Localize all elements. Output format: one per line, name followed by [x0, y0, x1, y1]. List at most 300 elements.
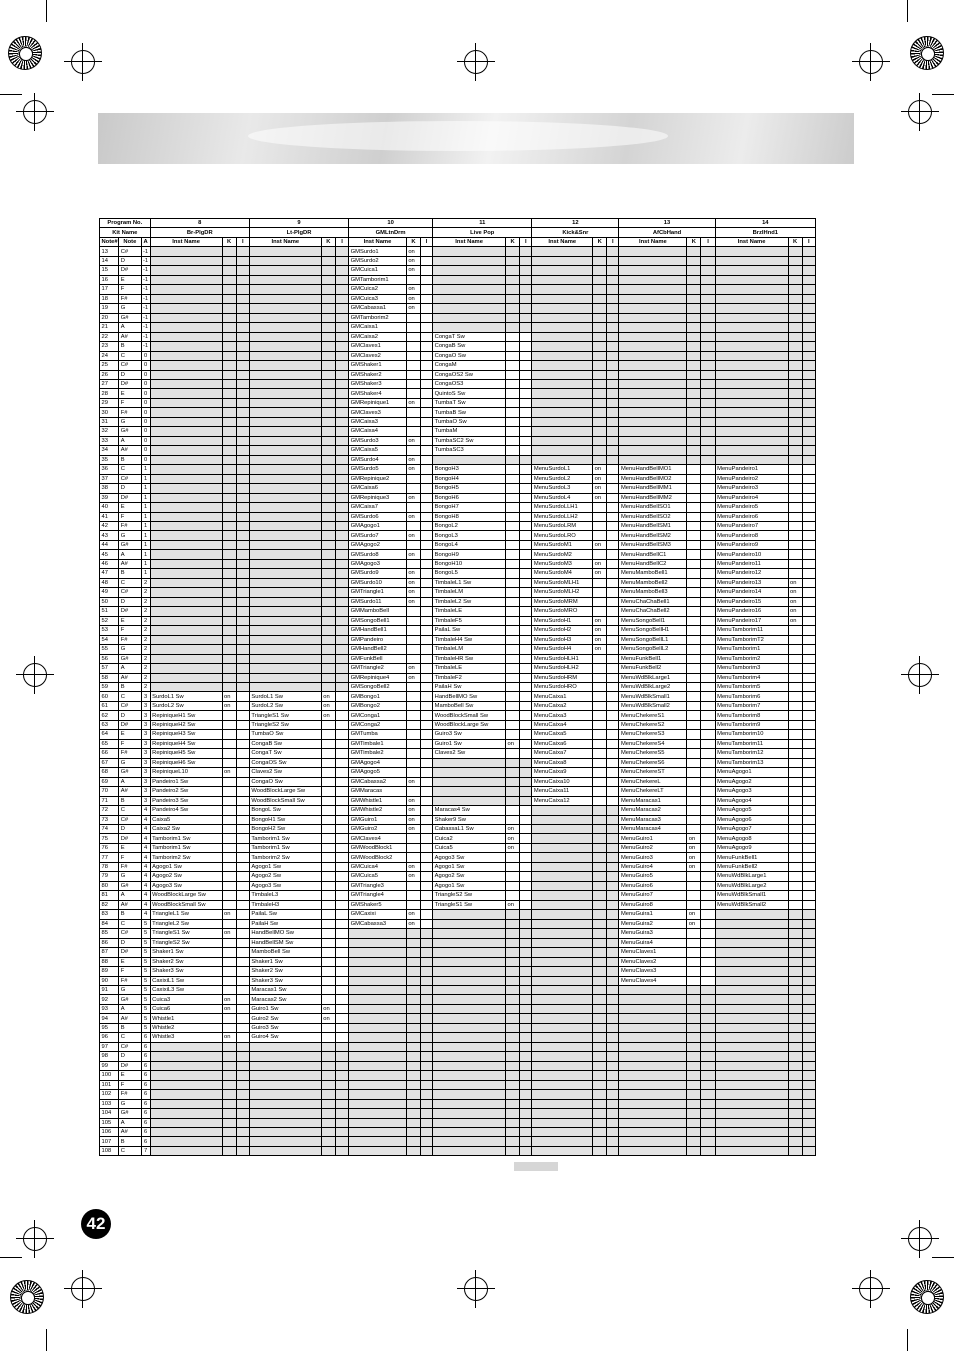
key-off-cell: on — [222, 1033, 236, 1042]
empty-i-cell — [236, 616, 249, 625]
note-name-cell: A — [119, 1118, 141, 1127]
empty-key-off-cell — [788, 1061, 802, 1070]
empty-key-off-cell — [222, 1061, 236, 1070]
empty-inst-cell — [433, 929, 506, 938]
empty-inst-cell — [715, 1061, 788, 1070]
empty-key-off-cell — [406, 1014, 420, 1023]
key-off-cell: on — [406, 796, 420, 805]
empty-key-off-cell — [321, 455, 335, 464]
empty-inst-cell — [433, 967, 506, 976]
empty-key-off-cell — [406, 1052, 420, 1061]
empty-i-cell — [701, 398, 715, 407]
inst-name-cell: GMTumba — [349, 730, 407, 739]
i-cell — [335, 720, 348, 729]
empty-inst-cell — [433, 976, 506, 985]
crop-line — [46, 1329, 47, 1351]
inst-name-cell: GMCuica5 — [349, 872, 407, 881]
empty-key-off-cell — [321, 1146, 335, 1155]
key-off-cell — [406, 730, 420, 739]
alternate-group-cell: 5 — [141, 957, 150, 966]
empty-i-cell — [607, 379, 619, 388]
inst-name-cell: GMClaves2 — [349, 351, 407, 360]
empty-i-cell — [701, 275, 715, 284]
note-number-cell: 56 — [100, 654, 119, 663]
empty-key-off-cell — [788, 1014, 802, 1023]
note-number-cell: 24 — [100, 351, 119, 360]
inst-name-cell: MenuPandeiro4 — [715, 493, 788, 502]
empty-inst-cell — [715, 332, 788, 341]
inst-name-cell: Whistle1 — [150, 1014, 222, 1023]
empty-inst-cell — [532, 976, 593, 985]
inst-name-cell: PailaL Sw — [249, 910, 321, 919]
alternate-group-cell: 4 — [141, 881, 150, 890]
empty-key-off-cell — [593, 948, 607, 957]
empty-key-off-cell — [506, 995, 520, 1004]
inst-name-cell: MamboBell Sw — [433, 701, 506, 710]
inst-name-cell: TimbaleH3 — [249, 900, 321, 909]
empty-key-off-cell — [788, 285, 802, 294]
empty-i-cell — [520, 285, 532, 294]
i-cell — [802, 872, 815, 881]
inst-name-cell: GMMaracas — [349, 787, 407, 796]
empty-inst-cell — [532, 304, 593, 313]
empty-inst-cell — [619, 370, 687, 379]
table-row — [100, 872, 816, 881]
i-cell — [236, 853, 249, 862]
note-name-cell: C — [119, 919, 141, 928]
empty-inst-cell — [433, 995, 506, 1004]
inst-name-cell: GMWhistle2 — [349, 806, 407, 815]
i-cell — [607, 654, 619, 663]
empty-inst-cell — [150, 465, 222, 474]
key-off-cell: on — [321, 701, 335, 710]
empty-i-cell — [607, 408, 619, 417]
i-cell — [335, 881, 348, 890]
i-cell — [701, 967, 715, 976]
note-name-cell: F — [119, 512, 141, 521]
i-cell — [236, 768, 249, 777]
empty-inst-cell — [715, 398, 788, 407]
i-cell — [520, 408, 532, 417]
empty-inst-cell — [532, 427, 593, 436]
note-name-cell: F — [119, 398, 141, 407]
empty-key-off-cell — [222, 474, 236, 483]
i-cell — [802, 891, 815, 900]
empty-inst-cell — [532, 891, 593, 900]
note-name-cell: G — [119, 417, 141, 426]
empty-key-off-cell — [687, 285, 701, 294]
empty-inst-cell — [619, 1004, 687, 1013]
key-off-cell — [506, 522, 520, 531]
key-off-cell — [788, 739, 802, 748]
empty-i-cell — [701, 1090, 715, 1099]
key-off-cell — [687, 474, 701, 483]
key-off-cell: on — [593, 616, 607, 625]
i-cell — [421, 682, 433, 691]
i-cell — [520, 843, 532, 852]
empty-inst-cell — [715, 370, 788, 379]
i-cell — [607, 607, 619, 616]
empty-i-cell — [335, 531, 348, 540]
inst-name-cell: Shaker1 Sw — [249, 957, 321, 966]
i-cell — [607, 673, 619, 682]
empty-inst-cell — [150, 1061, 222, 1070]
i-cell — [607, 597, 619, 606]
empty-i-cell — [236, 436, 249, 445]
key-off-cell — [788, 474, 802, 483]
empty-key-off-cell — [222, 256, 236, 265]
empty-i-cell — [520, 1080, 532, 1089]
i-cell — [701, 730, 715, 739]
i-cell — [520, 815, 532, 824]
i-cell — [520, 682, 532, 691]
alternate-group-cell: 2 — [141, 645, 150, 654]
crop-line — [46, 0, 47, 22]
inst-name-cell: GMAgogo2 — [349, 540, 407, 549]
note-name-cell: D# — [119, 834, 141, 843]
i-cell — [520, 891, 532, 900]
key-off-cell — [788, 503, 802, 512]
table-row — [100, 1052, 816, 1061]
i-cell — [520, 872, 532, 881]
empty-inst-cell — [619, 332, 687, 341]
empty-inst-cell — [619, 408, 687, 417]
i-cell — [607, 465, 619, 474]
key-off-cell: on — [687, 910, 701, 919]
key-off-cell: on — [406, 664, 420, 673]
table-row — [100, 701, 816, 710]
table-row — [100, 522, 816, 531]
note-number-cell: 35 — [100, 455, 119, 464]
key-off-cell — [406, 682, 420, 691]
empty-inst-cell — [532, 1061, 593, 1070]
empty-key-off-cell — [222, 550, 236, 559]
empty-i-cell — [236, 1080, 249, 1089]
key-off-cell — [506, 720, 520, 729]
i-cell — [335, 834, 348, 843]
empty-key-off-cell — [506, 285, 520, 294]
empty-inst-cell — [433, 266, 506, 275]
key-off-cell: on — [406, 256, 420, 265]
inst-name-cell: MenuHandBellC1 — [619, 550, 687, 559]
i-cell — [802, 692, 815, 701]
alternate-group-cell: 0 — [141, 436, 150, 445]
inst-name-cell: MenuSurdoM1 — [532, 540, 593, 549]
note-number-cell: 79 — [100, 872, 119, 881]
empty-i-cell — [335, 294, 348, 303]
empty-i-cell — [802, 398, 815, 407]
key-off-cell — [687, 900, 701, 909]
empty-i-cell — [236, 247, 249, 256]
empty-i-cell — [607, 1061, 619, 1070]
inst-name-cell: MenuAgogo5 — [715, 806, 788, 815]
empty-key-off-cell — [321, 1118, 335, 1127]
key-off-cell: on — [788, 607, 802, 616]
empty-key-off-cell — [788, 351, 802, 360]
inst-name-cell: GMSongoBell1 — [349, 616, 407, 625]
empty-inst-cell — [532, 332, 593, 341]
kit-program-number: 11 — [433, 219, 532, 228]
i-cell — [335, 995, 348, 1004]
empty-key-off-cell — [406, 1146, 420, 1155]
key-off-cell — [506, 427, 520, 436]
key-off-cell — [687, 569, 701, 578]
table-row — [100, 531, 816, 540]
key-off-cell: on — [788, 578, 802, 587]
empty-i-cell — [421, 1128, 433, 1137]
i-cell — [520, 588, 532, 597]
note-name-cell: F — [119, 967, 141, 976]
key-off-cell: on — [406, 597, 420, 606]
i-cell — [335, 891, 348, 900]
key-off-cell — [406, 758, 420, 767]
table-row — [100, 446, 816, 455]
empty-inst-cell — [433, 294, 506, 303]
key-off-cell — [506, 673, 520, 682]
i-cell — [802, 664, 815, 673]
note-number-cell: 44 — [100, 540, 119, 549]
empty-inst-cell — [150, 1071, 222, 1080]
crop-mark-10 — [71, 1277, 95, 1301]
empty-key-off-cell — [788, 1042, 802, 1051]
empty-key-off-cell — [406, 1042, 420, 1051]
i-cell — [607, 711, 619, 720]
note-number-cell: 53 — [100, 626, 119, 635]
i-cell — [520, 446, 532, 455]
empty-i-cell — [701, 985, 715, 994]
empty-i-cell — [607, 294, 619, 303]
empty-key-off-cell — [593, 881, 607, 890]
empty-i-cell — [520, 1146, 532, 1155]
empty-key-off-cell — [788, 342, 802, 351]
empty-i-cell — [607, 436, 619, 445]
inst-name-cell: MenuSurdoL2 — [532, 474, 593, 483]
empty-inst-cell — [150, 540, 222, 549]
key-off-cell — [506, 370, 520, 379]
inst-name-cell: GMTamborim2 — [349, 313, 407, 322]
table-row — [100, 389, 816, 398]
empty-i-cell — [607, 398, 619, 407]
empty-key-off-cell — [506, 758, 520, 767]
i-cell — [607, 626, 619, 635]
i-cell — [520, 711, 532, 720]
empty-key-off-cell — [321, 1071, 335, 1080]
inst-name-cell: TriangleS2 Sw — [249, 720, 321, 729]
empty-key-off-cell — [406, 1004, 420, 1013]
key-off-cell — [321, 749, 335, 758]
key-off-cell — [406, 342, 420, 351]
empty-key-off-cell — [222, 408, 236, 417]
table-row — [100, 550, 816, 559]
i-cell — [236, 730, 249, 739]
key-off-cell — [222, 957, 236, 966]
empty-key-off-cell — [222, 493, 236, 502]
inst-name-cell: MenuHandBellSM1 — [619, 522, 687, 531]
inst-name-cell: GMCabassa2 — [349, 777, 407, 786]
key-off-cell — [321, 910, 335, 919]
empty-i-cell — [236, 332, 249, 341]
table-row — [100, 559, 816, 568]
empty-inst-cell — [249, 1061, 321, 1070]
empty-key-off-cell — [593, 834, 607, 843]
empty-i-cell — [335, 522, 348, 531]
crop-mark-8 — [23, 1227, 47, 1251]
alternate-group-cell: 1 — [141, 484, 150, 493]
empty-key-off-cell — [321, 474, 335, 483]
i-cell — [236, 843, 249, 852]
i-cell — [421, 351, 433, 360]
empty-inst-cell — [249, 398, 321, 407]
note-number-cell: 29 — [100, 398, 119, 407]
key-off-cell — [506, 664, 520, 673]
key-off-cell — [593, 758, 607, 767]
inst-name-cell: SurdoL2 Sw — [150, 701, 222, 710]
empty-key-off-cell — [788, 1118, 802, 1127]
table-row — [100, 607, 816, 616]
empty-key-off-cell — [406, 1118, 420, 1127]
key-off-cell — [593, 777, 607, 786]
note-number-cell: 100 — [100, 1071, 119, 1080]
note-name-cell: C — [119, 351, 141, 360]
empty-i-cell — [802, 1128, 815, 1137]
key-off-cell — [321, 929, 335, 938]
alternate-group-cell: 4 — [141, 815, 150, 824]
note-number-cell: 14 — [100, 256, 119, 265]
i-cell — [421, 900, 433, 909]
empty-key-off-cell — [222, 578, 236, 587]
i-cell — [701, 673, 715, 682]
table-row — [100, 1137, 816, 1146]
kit-program-number: 10 — [349, 219, 433, 228]
table-row — [100, 455, 816, 464]
empty-i-cell — [802, 275, 815, 284]
empty-inst-cell — [433, 1023, 506, 1032]
key-off-cell: on — [593, 493, 607, 502]
note-name-cell: D — [119, 597, 141, 606]
note-name-cell: D — [119, 711, 141, 720]
inst-name-cell: MenuPandeiro7 — [715, 522, 788, 531]
empty-inst-cell — [619, 285, 687, 294]
empty-key-off-cell — [406, 948, 420, 957]
i-cell — [236, 862, 249, 871]
empty-key-off-cell — [687, 1042, 701, 1051]
key-off-cell — [687, 503, 701, 512]
inst-name-cell: BongoH2 Sw — [249, 825, 321, 834]
inst-name-cell: BongoH3 — [433, 465, 506, 474]
empty-key-off-cell — [593, 891, 607, 900]
empty-key-off-cell — [321, 654, 335, 663]
inst-name-cell: MenuTamborim10 — [715, 730, 788, 739]
empty-inst-cell — [349, 1004, 407, 1013]
key-off-cell: on — [593, 465, 607, 474]
empty-inst-cell — [715, 948, 788, 957]
empty-inst-cell — [715, 995, 788, 1004]
empty-i-cell — [335, 682, 348, 691]
empty-i-cell — [802, 436, 815, 445]
empty-i-cell — [335, 503, 348, 512]
i-cell — [421, 806, 433, 815]
empty-key-off-cell — [321, 645, 335, 654]
key-off-cell — [788, 692, 802, 701]
note-name-cell: B — [119, 1137, 141, 1146]
i-cell — [802, 578, 815, 587]
i-cell — [701, 559, 715, 568]
empty-inst-cell — [249, 294, 321, 303]
empty-i-cell — [802, 1080, 815, 1089]
empty-key-off-cell — [321, 247, 335, 256]
inst-name-cell: MenuSurdoH4 — [532, 645, 593, 654]
key-off-cell — [506, 465, 520, 474]
empty-i-cell — [520, 957, 532, 966]
note-name-cell: F# — [119, 862, 141, 871]
inst-name-cell: MenuPandeiro5 — [715, 503, 788, 512]
empty-i-cell — [520, 455, 532, 464]
empty-key-off-cell — [222, 484, 236, 493]
inst-name-cell: WoodBlockLarge Sw — [433, 720, 506, 729]
key-off-cell — [506, 474, 520, 483]
empty-key-off-cell — [506, 247, 520, 256]
empty-inst-cell — [619, 398, 687, 407]
alternate-group-cell: 6 — [141, 1109, 150, 1118]
i-cell — [335, 787, 348, 796]
empty-i-cell — [335, 578, 348, 587]
empty-inst-cell — [249, 361, 321, 370]
inst-name-cell: GMAgogo3 — [349, 559, 407, 568]
i-cell — [802, 843, 815, 852]
i-cell — [335, 739, 348, 748]
alternate-group-cell: 6 — [141, 1137, 150, 1146]
key-off-cell — [687, 531, 701, 540]
empty-key-off-cell — [506, 1099, 520, 1108]
key-off-cell — [687, 825, 701, 834]
table-row — [100, 626, 816, 635]
key-off-cell — [506, 503, 520, 512]
empty-key-off-cell — [687, 1061, 701, 1070]
note-number-cell: 57 — [100, 664, 119, 673]
key-off-cell — [593, 531, 607, 540]
key-off-cell — [788, 853, 802, 862]
empty-key-off-cell — [222, 569, 236, 578]
empty-inst-cell — [715, 1042, 788, 1051]
i-cell — [236, 891, 249, 900]
empty-key-off-cell — [687, 256, 701, 265]
inst-name-cell: MenuGuira3 — [619, 929, 687, 938]
key-off-cell — [788, 834, 802, 843]
empty-inst-cell — [532, 408, 593, 417]
note-name-cell: C — [119, 692, 141, 701]
i-cell — [701, 843, 715, 852]
empty-key-off-cell — [222, 342, 236, 351]
empty-inst-cell — [249, 446, 321, 455]
empty-i-cell — [607, 1052, 619, 1061]
empty-key-off-cell — [593, 1014, 607, 1023]
empty-inst-cell — [715, 285, 788, 294]
empty-key-off-cell — [321, 1090, 335, 1099]
key-off-cell — [321, 919, 335, 928]
key-off-cell — [687, 796, 701, 805]
empty-key-off-cell — [687, 985, 701, 994]
i-cell — [701, 720, 715, 729]
note-name-cell: C — [119, 1146, 141, 1155]
i-cell — [421, 531, 433, 540]
empty-inst-cell — [715, 967, 788, 976]
key-off-cell — [593, 654, 607, 663]
empty-i-cell — [335, 635, 348, 644]
empty-key-off-cell — [406, 929, 420, 938]
empty-i-cell — [236, 540, 249, 549]
empty-inst-cell — [532, 379, 593, 388]
key-off-cell — [321, 881, 335, 890]
